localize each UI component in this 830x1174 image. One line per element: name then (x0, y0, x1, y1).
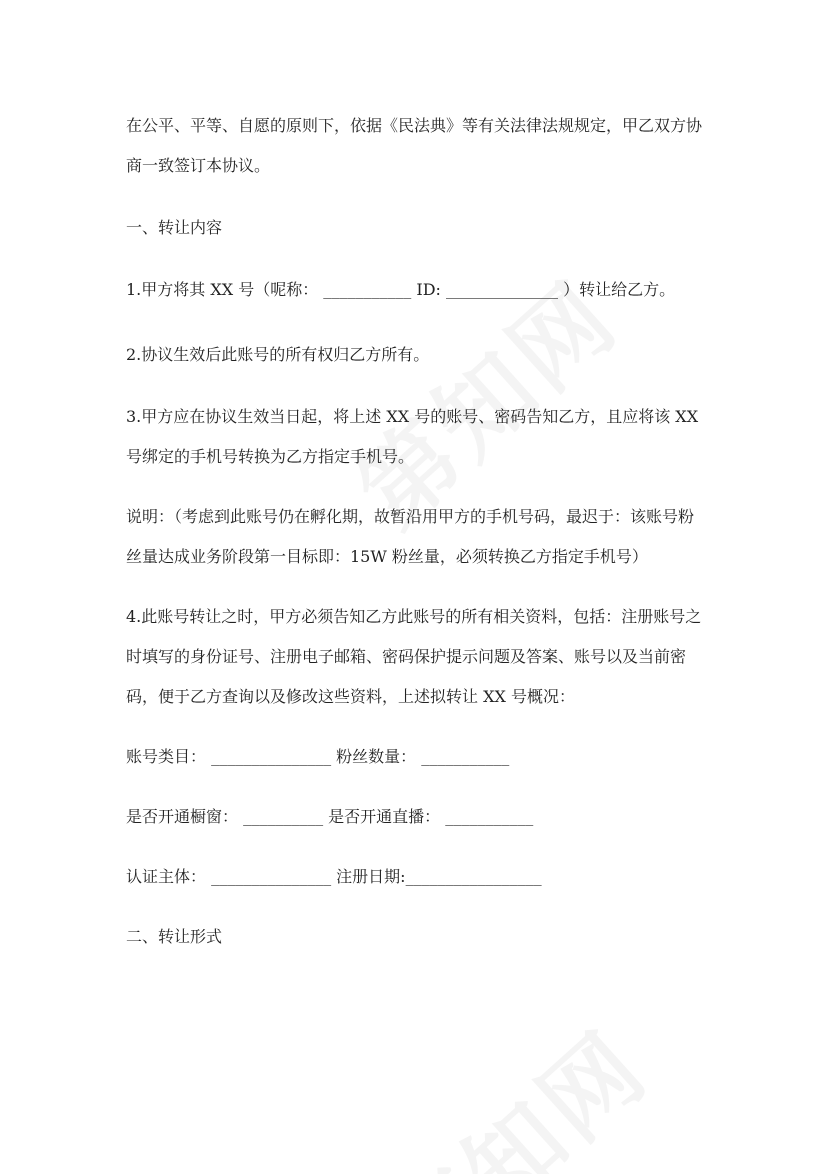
section-heading-transfer-content: 一、转让内容 (126, 218, 223, 237)
watermark (353, 995, 672, 1174)
intro-paragraph: 在公平、平等、自愿的原则下，依据《民法典》等有关法律法规规定，甲乙双方协商一致签订本协议。 (126, 116, 703, 175)
clause-4: 4.此账号转让之时，甲方必须告知乙方此账号的所有相关资料，包括：注册账号之时填写的身份证号、注册电子邮箱、密码保护提示问题及答案、账号以及当前密码，便于乙方查询以及修改这些资料，上述拟转让 XX 号概况： (126, 607, 702, 706)
clause-2: 2.协议生效后此账号的所有权归乙方所有。 (126, 345, 430, 364)
clause-1: 1.甲方将其 XX 号（呢称： ___________ ID: ______________ ）转让给乙方。 (126, 280, 676, 299)
section-heading-transfer-form: 二、转让形式 (126, 927, 223, 946)
form-line-category-fans: 账号类目： _______________ 粉丝数量： ___________ (126, 747, 510, 766)
clause-3-note: 说明：（考虑到此账号仍在孵化期，故暂沿用甲方的手机号码，最迟于：该账号粉丝量达成业务阶段第一目标即：15W 粉丝量，必须转换乙方指定手机号） (126, 507, 695, 566)
form-line-entity-date: 认证主体： _______________ 注册日期:_________________ (126, 867, 542, 886)
clause-3: 3.甲方应在协议生效当日起，将上述 XX 号的账号、密码告知乙方，且应将该 XX 号绑定的手机号转换为乙方指定手机号。 (126, 407, 699, 466)
document-body (126, 106, 704, 957)
form-line-showcase-live: 是否开通橱窗： __________ 是否开通直播： ___________ (126, 807, 534, 826)
